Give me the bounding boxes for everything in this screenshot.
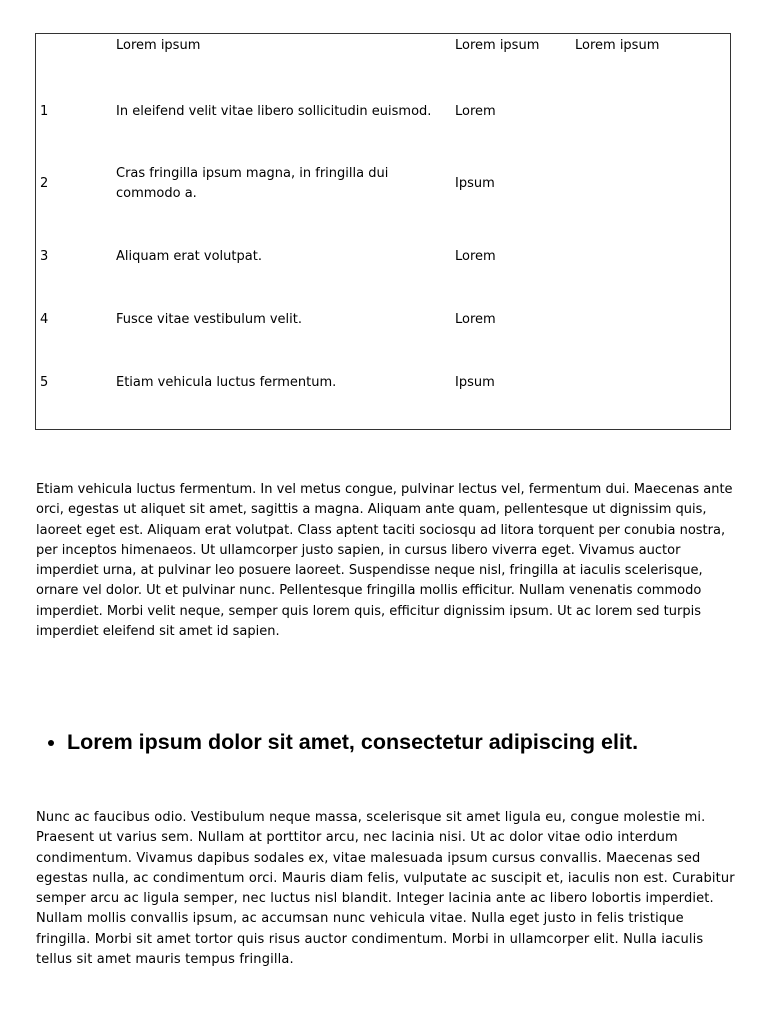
body-paragraph-2: Nunc ac faucibus odio. Vestibulum neque massa, scelerisque sit amet ligula eu, congue molestie mi. Praesent ut varius sem. Nullam at porttitor arcu, nec lacinia nisi. Ut ac dolor vitae odio interdum condimentum. Vivamus dapibus sodales ex, vitae malesuada ipsum cursus convallis. Maecenas sed egestas nulla, ac condimentum orci. Mauris diam felis, vulputate ac suscipit et, iaculis non est. Curabitur semper arcu ac ligula semper, nec luctus nisl blandit. Integer lacinia ante ac libero lobortis imperdiet. Nullam mollis convallis ipsum, ac accumsan nunc vehicula vitae. Nulla eget justo in felis tristique fringilla. Morbi sit amet tortor quis risus auctor condimentum. Morbi in ullamcorper elit. Nulla iaculis tellus sit amet mauris tempus fringilla.: [36, 810, 735, 968]
body-paragraph: Etiam vehicula luctus fermentum. In vel metus congue, pulvinar lectus vel, fermentum dui. Maecenas ante orci, egestas ut aliquet sit amet, sagittis a magna. Aliquam ante quam, pellentesque ut dignissim quis, laoreet eget est. Aliquam erat volutpat. Class aptent taciti sociosqu ad litora torquent per conubia nostra, per inceptos himenaeos. Ut ullamcorper justo sapien, in cursus libero viverra eget. Vivamus auctor imperdiet urna, at pulvinar leo posuere laoreet. Suspendisse neque nisl, fringilla at iaculis scelerisque, ornare vel dolor. Ut et pulvinar nunc. Pellentesque fringilla mollis efficitur. Nullam venenatis commodo imperdiet. Morbi velit neque, semper quis lorem quis, efficitur dignissim ipsum. Ut ac lorem sed turpis imperdiet eleifend sit amet id sapien.: [36, 482, 733, 640]
row-number: 1: [40, 103, 49, 119]
table-row: [36, 309, 730, 331]
table-header-cell: [36, 34, 112, 60]
bullet-heading: • Lorem ipsum dolor sit amet, consectetur adipiscing elit.: [67, 728, 736, 756]
row-number: 3: [40, 249, 49, 264]
table-row: [36, 60, 730, 163]
row-number: 2: [40, 176, 49, 191]
table-header-cell: Lorem ipsum: [455, 38, 540, 53]
table-row: [36, 205, 730, 309]
row-value-b: [571, 60, 730, 163]
data-table: [36, 34, 730, 435]
table-header-row: [36, 34, 730, 60]
row-value-a: Ipsum: [455, 375, 495, 390]
row-number: 4: [40, 312, 49, 327]
row-value-a: Ipsum: [455, 176, 495, 191]
table-row: [36, 163, 730, 205]
row-value-a: Lorem: [455, 249, 496, 264]
row-description: Cras fringilla ipsum magna, in fringilla dui commodo a.: [116, 166, 389, 201]
table-header-cell: Lorem ipsum: [575, 38, 660, 53]
row-description: Fusce vitae vestibulum velit.: [116, 312, 303, 327]
row-value-a: Lorem: [455, 312, 496, 327]
row-description: Etiam vehicula luctus fermentum.: [116, 375, 337, 390]
table-header-cell: Lorem ipsum: [116, 38, 201, 53]
row-value-b: [571, 163, 730, 205]
row-value-b: [571, 309, 730, 331]
row-description: In eleifend velit vitae libero sollicitudin euismod.: [116, 103, 432, 119]
row-description: Aliquam erat volutpat.: [116, 249, 262, 264]
bullet-list: [36, 728, 736, 756]
table-row: [36, 331, 730, 435]
row-value-b: [571, 331, 730, 435]
row-value-a: Lorem: [455, 103, 496, 119]
row-number: 5: [40, 375, 49, 390]
data-table-container: [35, 33, 731, 430]
row-value-b: [571, 205, 730, 309]
